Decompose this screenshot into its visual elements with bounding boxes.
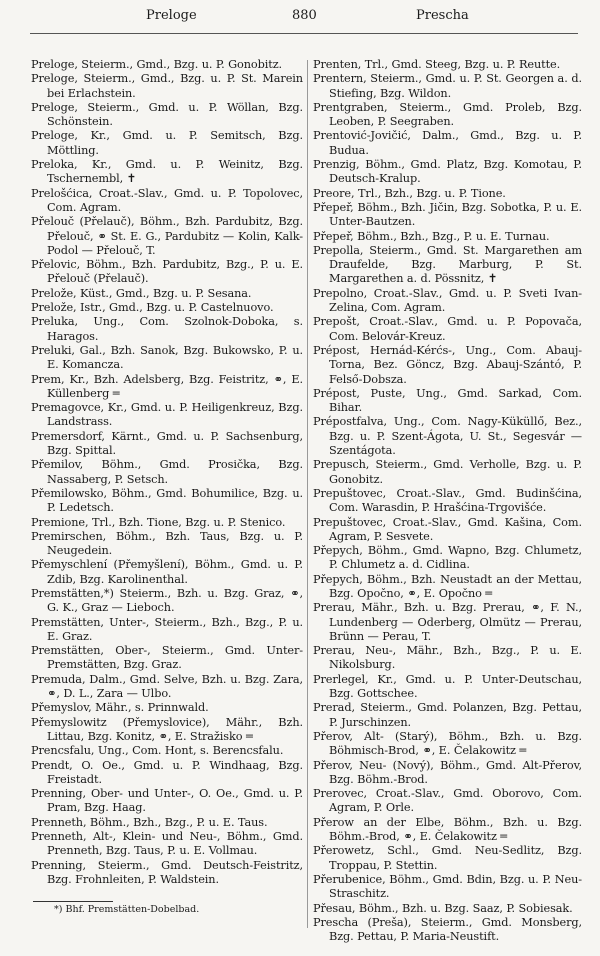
gazetteer-entry: Premirschen, Böhm., Bzh. Taus, Bzg. u. P. Neugedein. — [31, 529, 303, 558]
page-number: 880 — [292, 8, 317, 23]
gazetteer-entry: Prepošt, Croat.-Slav., Gmd. u. P. Popovača, Com. Belovár-Kreuz. — [313, 315, 582, 343]
gazetteer-entry: Preloka, Kr., Gmd. u. P. Weinitz, Bzg. Tschernembl, ✝ — [31, 158, 303, 186]
header-rule — [30, 33, 578, 34]
gazetteer-entry: Přemilowsko, Böhm., Gmd. Bohumilice, Bzg. u. P. Ledetsch. — [31, 486, 303, 515]
gazetteer-entry: Premstätten,*) Steierm., Bzh. u. Bzg. Graz, ⚭, G. K., Graz — Lieboch. — [31, 586, 303, 615]
gazetteer-entry: Preloge, Steierm., Gmd., Bzg. u. P. St. Marein bei Erlachstein. — [31, 72, 303, 100]
column-divider — [307, 60, 308, 928]
gazetteer-entry: Přerov, Neu- (Nový), Böhm., Gmd. Alt-Přerov, Bzg. Böhm.-Brod. — [313, 758, 582, 786]
gazetteer-entry: Prenning, Ober- und Unter-, O. Oe., Gmd. u. P. Pram, Bzg. Haag. — [31, 787, 303, 815]
gazetteer-entry: Přepeř, Böhm., Bzh. Jičin, Bzg. Sobotka, P. u. E. Unter-Bautzen. — [313, 200, 582, 229]
gazetteer-entry: Prentović-Jovičić, Dalm., Gmd., Bzg. u. P. Budua. — [313, 129, 582, 157]
gazetteer-entry: Premione, Trl., Bzh. Tione, Bzg. u. P. Stenico. — [31, 515, 286, 529]
gazetteer-entry: Preloge, Kr., Gmd. u. P. Semitsch, Bzg. Möttling. — [31, 129, 303, 157]
gazetteer-entry: Prentgraben, Steierm., Gmd. Proleb, Bzg. Leoben, P. Seegraben. — [313, 100, 582, 129]
gazetteer-entry: Prenneth, Alt-, Klein- und Neu-, Böhm., Gmd. Prenneth, Bzg. Taus, P. u. E. Vollmau. — [31, 830, 303, 858]
gazetteer-entry: Prerau, Mähr., Bzh. u. Bzg. Prerau, ⚭, F. N., Lundenberg — Oderberg, Olmütz — Prerau, Brünn — Perau, T. — [313, 601, 582, 643]
gazetteer-entry: Preluki, Gal., Bzh. Sanok, Bzg. Bukowsko, P. u. E. Komancza. — [31, 343, 303, 372]
gazetteer-entry: Prem, Kr., Bzh. Adelsberg, Bzg. Feistritz, ⚭, E. Küllenberg ═ — [31, 372, 303, 400]
gazetteer-entry: Přesau, Böhm., Bzh. u. Bzg. Saaz, P. Sobiesak. — [313, 901, 573, 915]
running-header — [0, 8, 600, 26]
gazetteer-entry: Prelože, Istr., Gmd., Bzg. u. P. Castelnuovo. — [31, 301, 274, 315]
gazetteer-entry: Přepych, Böhm., Bzh. Neustadt an der Mettau, Bzg. Opočno, ⚭, E. Opočno ═ — [313, 572, 582, 600]
gazetteer-entry: Přerowetz, Schl., Gmd. Neu-Sedlitz, Bzg. Troppau, P. Stettin. — [313, 844, 582, 872]
gazetteer-entry: Prépost, Hernád-Kérćs-, Ung., Com. Abauj-Torna, Bez. Göncz, Bzg. Abauj-Szántó, P. Felső-Dobsza. — [313, 343, 582, 386]
gazetteer-entry: Premuda, Dalm., Gmd. Selve, Bzh. u. Bzg. Zara, ⚭, D. L., Zara — Ulbo. — [31, 672, 303, 701]
gazetteer-entry: Prenzig, Böhm., Gmd. Platz, Bzg. Komotau, P. Deutsch-Kralup. — [313, 158, 582, 186]
gazetteer-entry: Prepuštovec, Croat.-Slav., Gmd. Kašina, Com. Agram, P. Sesvete. — [313, 515, 582, 543]
gazetteer-entry: Prentern, Steierm., Gmd. u. P. St. Georgen a. d. Stiefing, Bzg. Wildon. — [313, 72, 582, 100]
left-column — [31, 58, 303, 887]
gazetteer-entry: Preloge, Steierm., Gmd., Bzg. u. P. Gonobitz. — [31, 58, 283, 71]
gazetteer-entry: Prelošćica, Croat.-Slav., Gmd. u. P. Topolovec, Com. Agram. — [31, 186, 303, 214]
gazetteer-entry: Prépost, Puste, Ung., Gmd. Sarkad, Com. Bihar. — [313, 386, 582, 415]
gazetteer-entry: Prendt, O. Oe., Gmd. u. P. Windhaag, Bzg. Freistadt. — [31, 758, 303, 786]
footnote: *) Bhf. Premstätten-Dobelbad. — [54, 904, 200, 915]
gazetteer-entry: Přerov, Alt- (Starý), Böhm., Bzh. u. Bzg. Böhmisch-Brod, ⚭, E. Čelakowitz ═ — [313, 729, 582, 758]
gazetteer-entry: Přemilov, Böhm., Gmd. Prosička, Bzg. Nassaberg, P. Setsch. — [31, 458, 303, 486]
gazetteer-entry: Prenneth, Böhm., Bzh., Bzg., P. u. E. Taus. — [31, 815, 268, 829]
gazetteer-entry: Přelovic, Böhm., Bzh. Pardubitz, Bzg., P. u. E. Přelouč (Přelauč). — [31, 258, 303, 286]
gazetteer-entry: Premagovce, Kr., Gmd. u. P. Heiligenkreuz, Bzg. Landstrass. — [31, 401, 303, 429]
gazetteer-entry: Prencsfalu, Ung., Com. Hont, s. Berencsfalu. — [31, 744, 284, 758]
gazetteer-entry: Přerubenice, Böhm., Gmd. Bdin, Bzg. u. P. Neu-Straschitz. — [313, 872, 582, 901]
gazetteer-entry: Preloge, Steierm., Gmd. u. P. Wöllan, Bzg. Schönstein. — [31, 100, 303, 129]
gazetteer-entry: Prerovec, Croat.-Slav., Gmd. Oborovo, Com. Agram, P. Orle. — [313, 787, 582, 815]
gazetteer-entry: Přerow an der Elbe, Böhm., Bzh. u. Bzg. Böhm.-Brod, ⚭, E. Čelakowitz ═ — [313, 815, 582, 844]
gazetteer-entry: Premersdorf, Kärnt., Gmd. u. P. Sachsenburg, Bzg. Spittal. — [31, 429, 303, 458]
header-first-entry: Preloge — [146, 8, 197, 23]
header-last-entry: Prescha — [416, 8, 469, 23]
gazetteer-entry: Prelože, Küst., Gmd., Bzg. u. P. Sesana. — [31, 286, 252, 300]
gazetteer-entry: Prepuštovec, Croat.-Slav., Gmd. Budinšćina, Com. Warasdin, P. Hrašćina-Trgovišće. — [313, 486, 582, 515]
gazetteer-entry: Prerlegel, Kr., Gmd. u. P. Unter-Deutschau, Bzg. Gottschee. — [313, 672, 582, 701]
gazetteer-entry: Preore, Trl., Bzh., Bzg. u. P. Tione. — [313, 186, 506, 200]
gazetteer-entry: Premstätten, Unter-, Steierm., Bzh., Bzg., P. u. E. Graz. — [31, 615, 303, 643]
gazetteer-entry: Prescha (Preša), Steierm., Gmd. Monsberg, Bzg. Pettau, P. Maria-Neustift. — [313, 915, 582, 944]
gazetteer-entry: Přemyslov, Mähr., s. Prinnwald. — [31, 701, 209, 715]
gazetteer-entry: Přelouč (Přelauč), Böhm., Bzh. Pardubitz, Bzg. Přelouč, ⚭ St. E. G., Pardubitz — Kolin, Kalk-Podol — Přelouč, T. — [31, 215, 303, 257]
gazetteer-entry: Prerau, Neu-, Mähr., Bzh., Bzg., P. u. E. Nikolsburg. — [313, 644, 582, 672]
right-column — [313, 58, 582, 944]
gazetteer-entry: Přepeř, Böhm., Bzh., Bzg., P. u. E. Turnau. — [313, 229, 550, 243]
gazetteer-entry: Přepych, Böhm., Gmd. Wapno, Bzg. Chlumetz, P. Chlumetz a. d. Cidlina. — [313, 544, 582, 572]
gazetteer-entry: Premstätten, Ober-, Steierm., Gmd. Unter-Premstätten, Bzg. Graz. — [31, 644, 303, 672]
gazetteer-entry: Prepolno, Croat.-Slav., Gmd. u. P. Sveti Ivan-Zelina, Com. Agram. — [313, 286, 582, 315]
gazetteer-entry: Prenten, Trl., Gmd. Steeg, Bzg. u. P. Reutte. — [313, 58, 561, 71]
gazetteer-entry: Prerad, Steierm., Gmd. Polanzen, Bzg. Pettau, P. Jurschinzen. — [313, 701, 582, 729]
gazetteer-entry: Preluka, Ung., Com. Szolnok-Doboka, s. Haragos. — [31, 315, 303, 343]
gazetteer-entry: Prepusch, Steierm., Gmd. Verholle, Bzg. u. P. Gonobitz. — [313, 458, 582, 486]
gazetteer-entry: Přemyslowitz (Přemyslovice), Mähr., Bzh. Littau, Bzg. Konitz, ⚭, E. Stražisko ═ — [31, 715, 303, 743]
gazetteer-entry: Prepolla, Steierm., Gmd. St. Margarethen am Draufelde, Bzg. Marburg, P. St. Margarethen a. d. Pössnitz, ✝ — [313, 243, 582, 286]
footnote-rule — [33, 901, 113, 902]
gazetteer-entry: Přemyschlení (Přemyšlení), Böhm., Gmd. u. P. Zdib, Bzg. Karolinenthal. — [31, 558, 303, 586]
gazetteer-entry: Prépostfalva, Ung., Com. Nagy-Küküllő, Bez., Bzg. u. P. Szent-Ágota, U. St., Segesvár — Szentágota. — [313, 415, 582, 458]
gazetteer-entry: Prenning, Steierm., Gmd. Deutsch-Feistritz, Bzg. Frohnleiten, P. Waldstein. — [31, 858, 303, 886]
